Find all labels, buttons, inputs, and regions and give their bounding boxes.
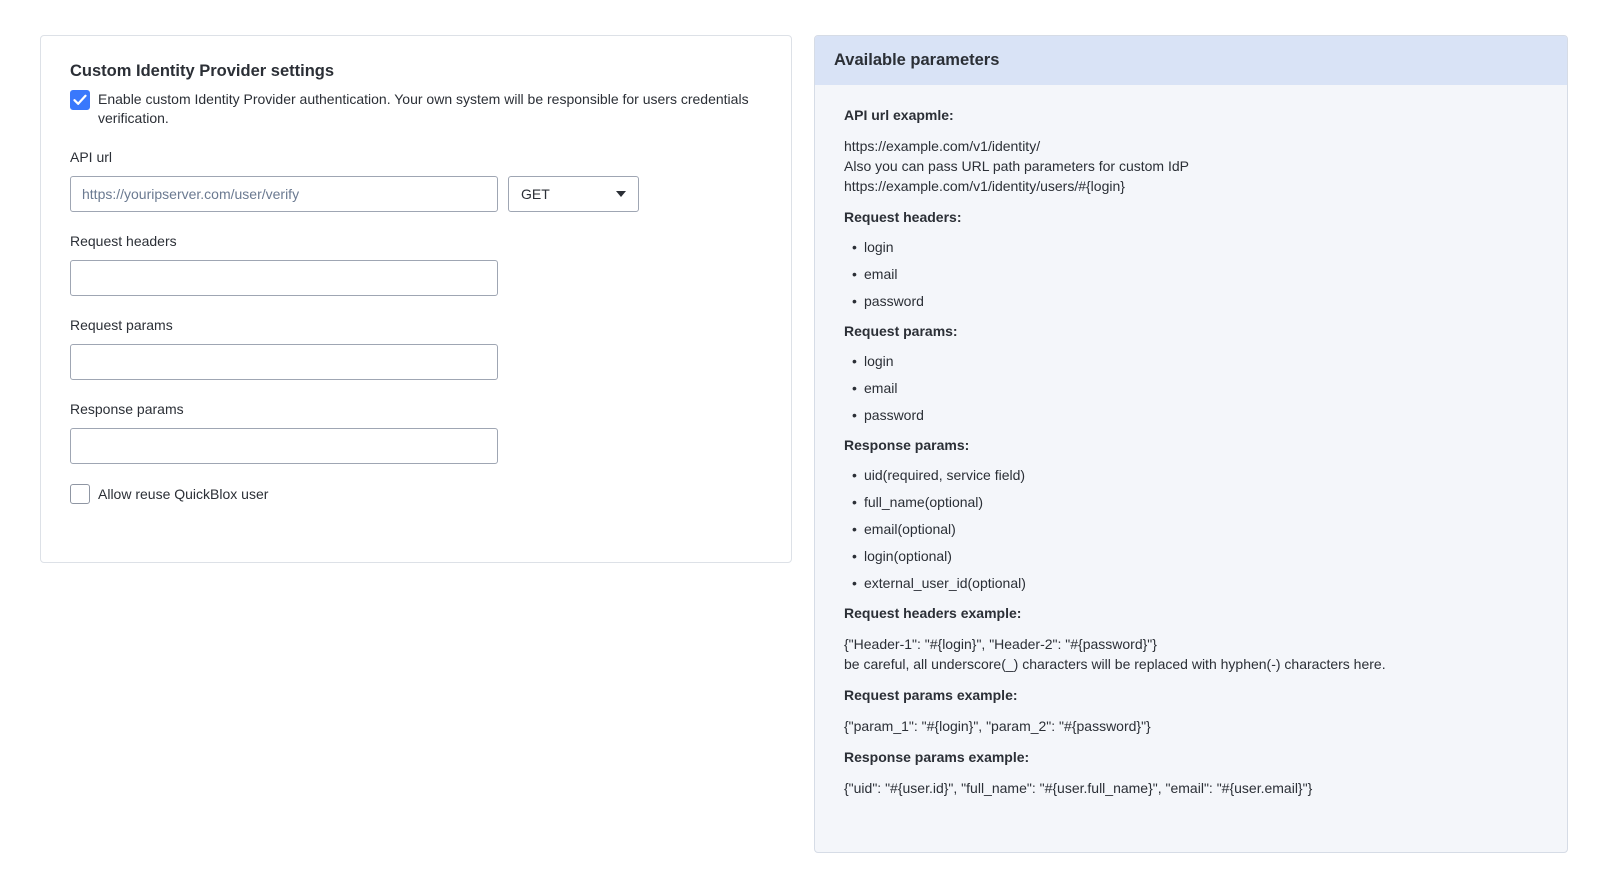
request-params-example-text — [844, 716, 1538, 736]
api-url-row — [70, 176, 762, 212]
request-params-input[interactable] — [70, 344, 498, 380]
enable-idp-checkbox[interactable] — [70, 90, 90, 110]
api-url-label: API url — [70, 149, 113, 165]
request-headers-title: Request headers: — [844, 209, 962, 225]
list-item: • uid(required, service field) — [844, 466, 1538, 484]
reuse-user-checkbox[interactable] — [70, 484, 90, 504]
example-line: {"Header-1": "#{login}", "Header-2": "#{password}"} — [844, 636, 1157, 652]
api-url-example-title: API url exapmle: — [844, 107, 954, 123]
response-params-example-title: Response params example: — [844, 749, 1030, 765]
chevron-down-icon — [616, 191, 626, 197]
list-item: • password — [844, 292, 1538, 310]
enable-idp-label: Enable custom Identity Provider authentication. Your own system will be responsible for users credentials verification. — [98, 91, 749, 126]
list-item: • email — [844, 379, 1538, 397]
request-params-list — [844, 352, 1538, 424]
panel-body — [815, 85, 1567, 831]
request-params-example-title: Request params example: — [844, 687, 1018, 703]
api-url-example-line: https://example.com/v1/identity/ — [844, 138, 1041, 154]
available-parameters-panel — [814, 35, 1568, 853]
list-item: • login — [844, 238, 1538, 256]
response-params-title: Response params: — [844, 437, 970, 453]
example-line: {"param_1": "#{login}", "param_2": "#{password}"} — [844, 718, 1151, 734]
list-item: • login(optional) — [844, 547, 1538, 565]
example-line: {"uid": "#{user.id}", "full_name": "#{user.full_name}", "email": "#{user.email}"} — [844, 780, 1313, 796]
list-item: • email — [844, 265, 1538, 283]
list-item: • external_user_id(optional) — [844, 574, 1538, 592]
response-params-list — [844, 466, 1538, 592]
api-url-input[interactable] — [70, 176, 498, 212]
request-headers-label: Request headers — [70, 233, 177, 249]
http-method-select[interactable] — [508, 176, 639, 212]
reuse-user-row — [70, 484, 762, 504]
request-headers-example-title: Request headers example: — [844, 605, 1022, 621]
checkmark-icon — [73, 94, 87, 106]
reuse-user-label: Allow reuse QuickBlox user — [98, 485, 269, 502]
response-params-input[interactable] — [70, 428, 498, 464]
request-params-label: Request params — [70, 317, 173, 333]
list-item: • email(optional) — [844, 520, 1538, 538]
settings-card — [40, 35, 792, 563]
request-headers-example-text — [844, 634, 1538, 674]
enable-idp-row — [70, 90, 762, 128]
response-params-label: Response params — [70, 401, 184, 417]
list-item: • full_name(optional) — [844, 493, 1538, 511]
request-headers-list — [844, 238, 1538, 310]
response-params-example-text — [844, 778, 1538, 798]
request-params-title: Request params: — [844, 323, 958, 339]
http-method-value: GET — [521, 186, 550, 202]
api-url-example-line: https://example.com/v1/identity/users/#{login} — [844, 178, 1125, 194]
settings-title: Custom Identity Provider settings — [70, 62, 335, 80]
api-url-example-line: Also you can pass URL path parameters for custom IdP — [844, 158, 1189, 174]
api-url-example-text — [844, 136, 1538, 196]
list-item: • login — [844, 352, 1538, 370]
example-line: be careful, all underscore(_) characters will be replaced with hyphen(-) characters here. — [844, 656, 1386, 672]
request-headers-input[interactable] — [70, 260, 498, 296]
list-item: • password — [844, 406, 1538, 424]
panel-title: Available parameters — [815, 36, 1567, 85]
